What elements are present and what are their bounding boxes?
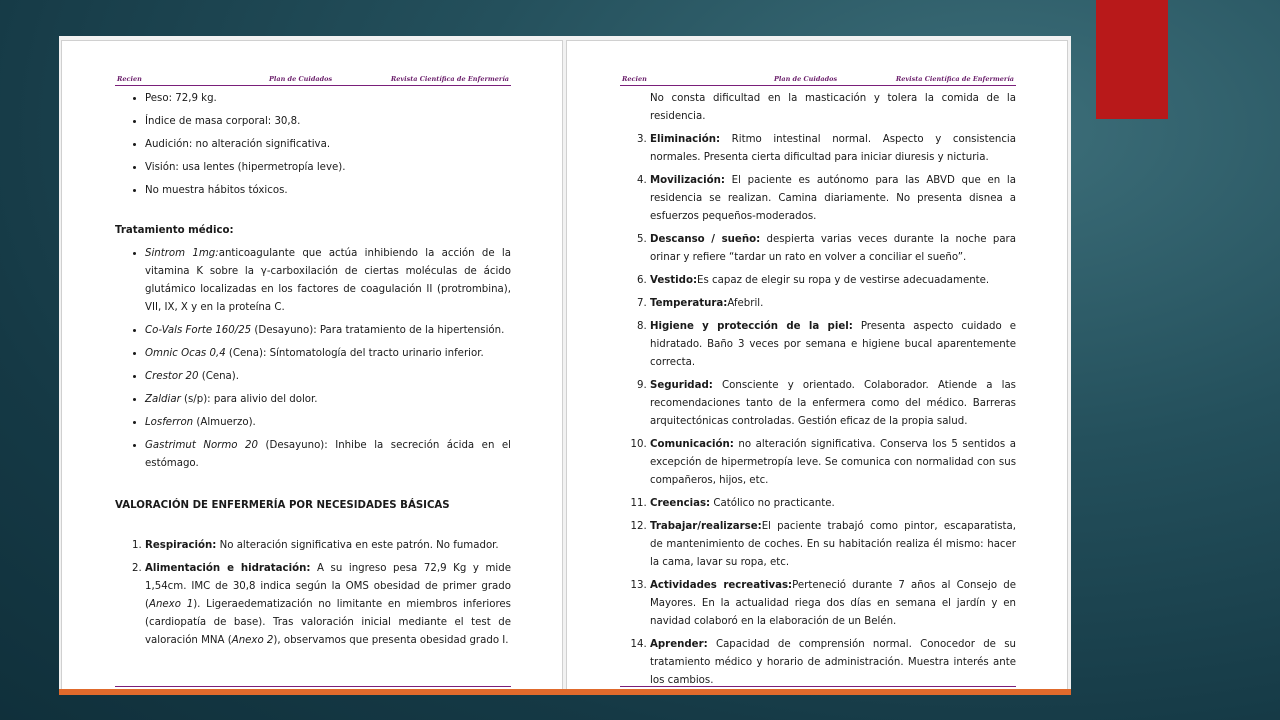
annex-reference: Anexo 2 — [231, 635, 274, 646]
document-viewer — [59, 36, 1071, 695]
list-item: 1. Respiración: No alteración significativa en este patrón. No fumador. — [145, 537, 511, 555]
list-item: 12. Trabajar/realizarse:El paciente trabajó como pintor, escaparatista, de mantenimiento de coches. En su habitación realiza él mismo: hacer la cama, lavar su ropa, etc. — [650, 518, 1016, 572]
drug-name: Co-Vals Forte 160/25 — [145, 325, 252, 336]
list-item: 10. Comunicación: no alteración significativa. Conserva los 5 sentidos a excepción de hipermetropía leve. Se comunica con normalidad con sus compañeros, hijos, etc. — [650, 436, 1016, 490]
list-item: 4. Movilización: El paciente es autónomo para las ABVD que en la residencia se realizan. Camina diariamente. No presenta disnea a esfuerzos pequeños-moderados. — [650, 172, 1016, 226]
red-accent-block — [1096, 0, 1168, 119]
drug-name: Sintrom 1mg: — [145, 248, 219, 259]
drug-name: Zaldiar — [145, 394, 181, 405]
medication-list — [115, 245, 511, 473]
header-journal-short: Recien — [622, 75, 647, 83]
drug-name: Gastrimut Normo 20 — [145, 440, 258, 451]
header-journal-name: Revista Científica de Enfermería — [390, 75, 509, 83]
list-item: • Omnic Ocas 0,4 (Cena): Síntomatología del tracto urinario inferior. — [145, 345, 511, 363]
list-item: • Sintrom 1mg:anticoagulante que actúa inhibiendo la acción de la vitamina K sobre la γ-carboxilación de ciertas moléculas de ácido glutámico localizadas en los factores de coagulación II (protrombina), VII, IX, X y en la proteína C. — [145, 245, 511, 317]
drug-name: Losferron — [145, 417, 194, 428]
needs-list-continued — [620, 131, 1016, 690]
document-page-right — [566, 40, 1068, 690]
list-item: 5. Descanso / sueño: despierta varias veces durante la noche para orinar y refiere “tardar un rato en volver a conciliar el sueño”. — [650, 231, 1016, 267]
section-title-valoracion: VALORACIÓN DE ENFERMERÍA POR NECESIDADES BÁSICAS — [115, 500, 450, 511]
list-item: • Visión: usa lentes (hipermetropía leve). — [145, 159, 511, 177]
list-item: • Losferron (Almuerzo). — [145, 414, 511, 432]
continuation-text: No consta dificultad en la masticación y tolera la comida de la residencia. — [650, 93, 1016, 122]
page-header — [620, 75, 1016, 86]
list-item: 11. Creencias: Católico no practicante. — [650, 495, 1016, 513]
list-item: 13. Actividades recreativas:Perteneció durante 7 años al Consejo de Mayores. En la actualidad riega dos días en semana el jardín y en navidad colaboró en la elaboración de un Belén. — [650, 577, 1016, 631]
list-item: 7. Temperatura:Afebril. — [650, 295, 1016, 313]
list-item: • Crestor 20 (Cena). — [145, 368, 511, 386]
list-item: • Gastrimut Normo 20 (Desayuno): Inhibe la secreción ácida en el estómago. — [145, 437, 511, 473]
list-item: • No muestra hábitos tóxicos. — [145, 182, 511, 200]
header-section: Plan de Cuidados — [774, 75, 838, 83]
bottom-accent-bar — [59, 689, 1071, 695]
document-page-left — [61, 40, 563, 690]
section-title-tratamiento: Tratamiento médico: — [115, 225, 234, 236]
needs-list — [115, 537, 511, 650]
list-item: 6. Vestido:Es capaz de elegir su ropa y de vestirse adecuadamente. — [650, 272, 1016, 290]
header-journal-name: Revista Científica de Enfermería — [895, 75, 1014, 83]
list-item: 3. Eliminación: Ritmo intestinal normal. Aspecto y consistencia normales. Presenta cierta dificultad para iniciar diuresis y nicturia. — [650, 131, 1016, 167]
header-journal-short: Recien — [117, 75, 142, 83]
page-content-left — [115, 90, 511, 655]
page-header — [115, 75, 511, 86]
page-content-right — [620, 90, 1016, 690]
list-item: 2. Alimentación e hidratación: A su ingreso pesa 72,9 Kg y mide 1,54cm. IMC de 30,8 indica según la OMS obesidad de primer grado (Anexo 1). Ligeraedematización no limitante en miembros inferiores (cardiopatía de base). Tras valoración inicial mediante el test de valoración MNA (Anexo 2), observamos que presenta obesidad grado I. — [145, 560, 511, 650]
list-item: • Co-Vals Forte 160/25 (Desayuno): Para tratamiento de la hipertensión. — [145, 322, 511, 340]
list-item: 8. Higiene y protección de la piel: Presenta aspecto cuidado e hidratado. Baño 3 veces por semana e higiene bucal aparentemente correcta. — [650, 318, 1016, 372]
header-section: Plan de Cuidados — [269, 75, 333, 83]
list-item: • Audición: no alteración significativa. — [145, 136, 511, 154]
annex-reference: Anexo 1 — [148, 599, 194, 610]
drug-name: Omnic Ocas 0,4 — [145, 348, 226, 359]
drug-name: Crestor 20 — [145, 371, 199, 382]
patient-data-list — [115, 90, 511, 200]
list-item: 9. Seguridad: Consciente y orientado. Colaborador. Atiende a las recomendaciones tanto de la enfermera como del médico. Barreras arquitectónicas controladas. Gestión eficaz de la propia salud. — [650, 377, 1016, 431]
list-item: 14. Aprender: Capacidad de comprensión normal. Conocedor de su tratamiento médico y horario de administración. Muestra interés ante los cambios. — [650, 636, 1016, 690]
list-item: • Peso: 72,9 kg. — [145, 90, 511, 108]
list-item: • Índice de masa corporal: 30,8. — [145, 113, 511, 131]
list-item: • Zaldiar (s/p): para alivio del dolor. — [145, 391, 511, 409]
